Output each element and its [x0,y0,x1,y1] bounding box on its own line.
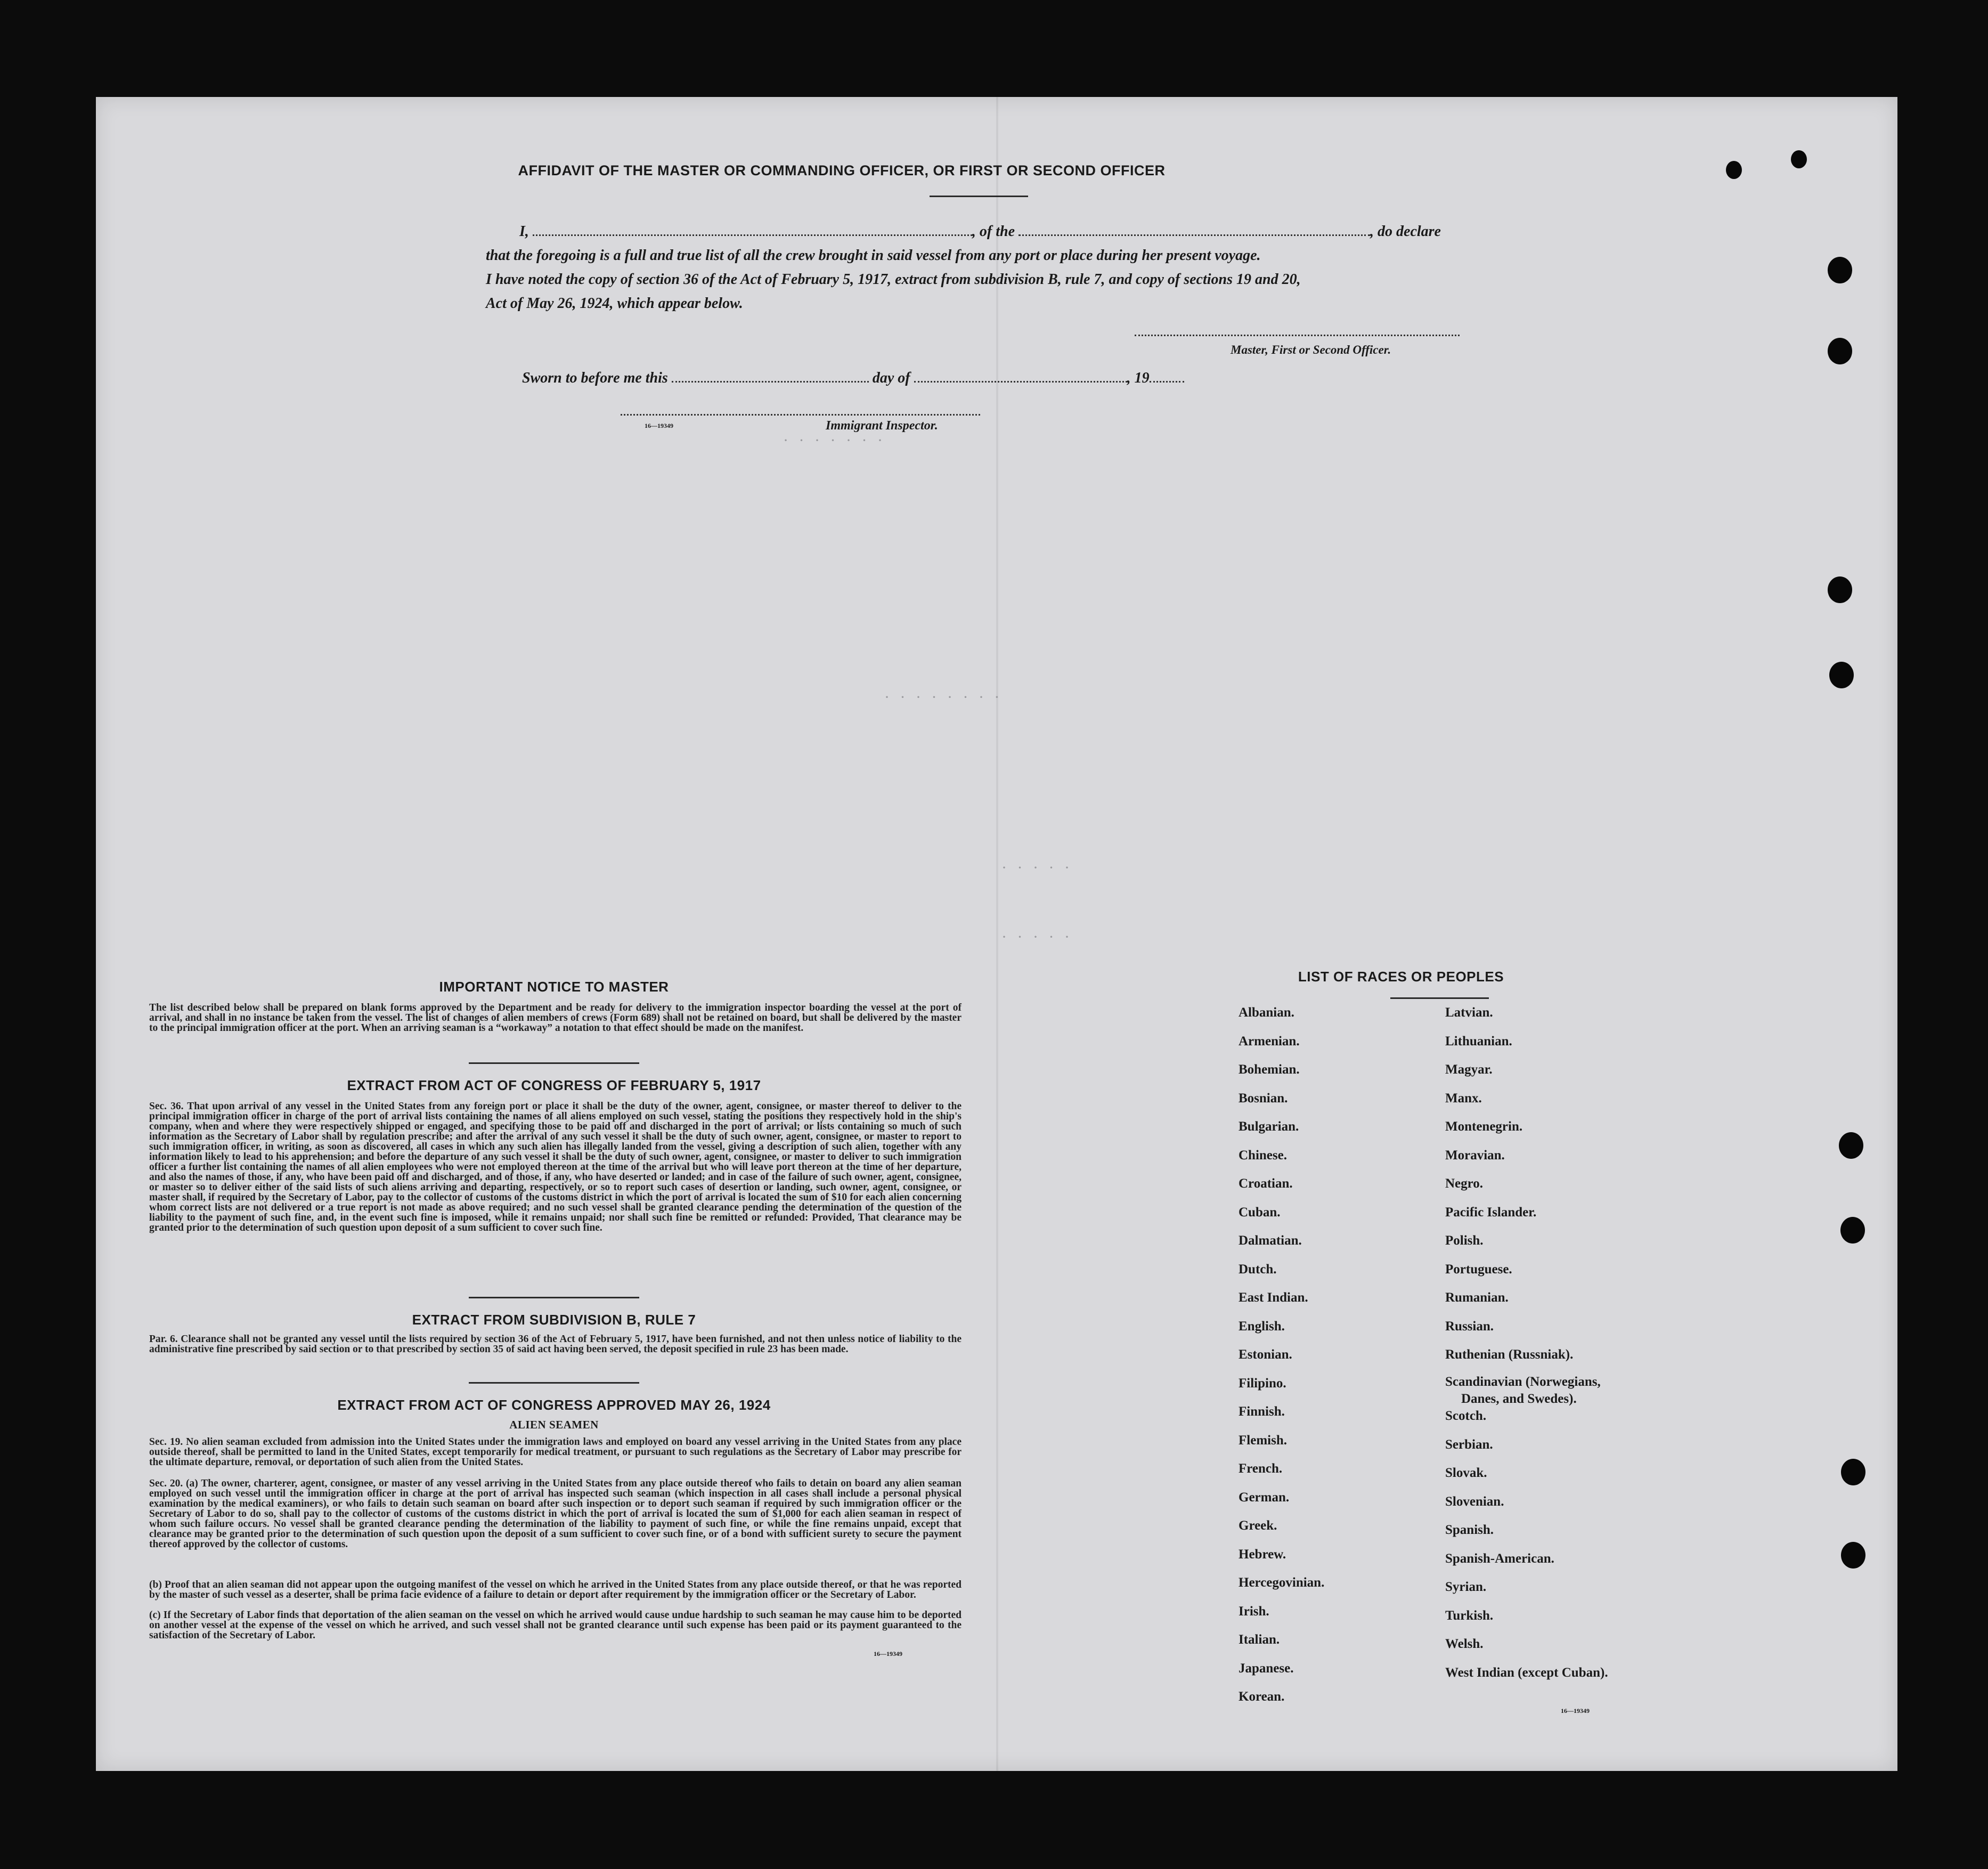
affidavit-line-1 [519,220,1585,243]
bleed-through-dots: · · · · · [1001,859,1073,876]
race-item: Estonian. [1239,1347,1292,1362]
extract-1917-text: Sec. 36. That upon arrival of any vessel in the United States from any foreign port or place it shall be the duty of the owner, agent, consignee, or master thereof to deliver to the principal immigration officer in charge of the port of arrival lists containing the names of all aliens employed on such vessel, stating the positions they respectively hold in the ship's company, when and where they were respectively shipped or engaged, and specifying those to be paid off and discharged in the port of arrival; or lists containing so much of such information as the Secretary of Labor shall by regulation prescribe; and after the arrival of any such vessel it shall be the duty of such owner, agent, consignee, or master to report to such immigration officer, in writing, as soon as discovered, all cases in which any such alien has illegally landed from the vessel, giving a description of such alien, together with any information likely to lead to his apprehension; and before the departure of any such vessel it shall be the duty of such owner, agent, consignee, or master to deliver to such immigration officer a further list containing the names of all alien employees who were not employed thereon at the time of the arrival but who will leave port thereon at the time of her departure, and also the names of those, if any, who have been paid off and discharged, and of those, if any, who have deserted or landed; and in case of the failure of such owner, agent, consignee, or master so to deliver either of the said lists of such aliens arriving and departing, respectively, or so to report such cases of desertion or landing, such owner, agent, consignee, or master shall, if required by the Secretary of Labor, pay to the collector of customs of the customs district in which the port of arrival is located the sum of $10 for each alien concerning whom correct lists are not delivered or a true report is not made as above required; and no such vessel shall be granted clearance pending the determination of the question of the liability to the payment of such fine, and, in the event such fine is imposed, while it remains unpaid; nor shall such fine be remitted or refunded: Provided, That clearance may be granted prior to the determination of such question upon deposit of a sum sufficient to cover such fine. [149,1101,962,1233]
punch-hole [1841,1459,1865,1485]
divider [930,196,1028,197]
notice-title: IMPORTANT NOTICE TO MASTER [439,979,669,995]
bleed-through-dots: · · · · · · · · [884,688,1003,706]
extract-1924-title: EXTRACT FROM ACT OF CONGRESS APPROVED MAY 26, 1924 [337,1397,771,1413]
race-item: West Indian (except Cuban). [1445,1665,1608,1680]
race-item: East Indian. [1239,1290,1308,1305]
race-item: Armenian. [1239,1034,1300,1049]
race-item: Latvian. [1445,1005,1493,1020]
race-item: Magyar. [1445,1062,1493,1077]
affidavit-of-the: , of the [972,223,1015,240]
race-item: Filipino. [1239,1376,1286,1391]
punch-hole [1828,257,1852,283]
race-item: German. [1239,1490,1290,1505]
race-item: English. [1239,1319,1285,1334]
name-blank [533,223,972,236]
race-item-scandinavian: Scandinavian (Norwegians, [1445,1374,1601,1389]
race-item: Chinese. [1239,1148,1287,1163]
vessel-blank [1019,223,1370,236]
race-item: Manx. [1445,1091,1482,1106]
affidavit-line-2: that the foregoing is a full and true list of all the crew brought in said vessel from any port or place during her present voyage. [486,247,1261,264]
race-item-scandinavian-cont: Danes, and Swedes). [1461,1391,1577,1406]
races-form-number: 16—19349 [1561,1707,1590,1714]
race-item: Slovak. [1445,1466,1487,1480]
race-item: Dalmatian. [1239,1233,1302,1248]
race-item: Finnish. [1239,1404,1285,1419]
sec-20a-text: Sec. 20. (a) The owner, charterer, agent, consignee, or master of any vessel arriving in the United States from any place outside thereof who fails to detain on board any alien seaman employed on such vessel until the immigration officer in charge at the port of arrival has inspected such seaman (which inspection in all cases shall include a personal physical examination by the medical examiners), or who fails to detain such seaman on board after such inspection or to deport such seaman if required by such immigration officer or the Secretary of Labor to do so, shall pay to the collector of customs of the customs district in which the port of arrival is located the sum of $1,000 for each alien seaman in respect of whom such failure occurs. No vessel shall be granted clearance pending the determination of the liability to payment of such fine, or while the fine remains unpaid, except that clearance may be granted prior to the determination of such question upon the deposit of a sum sufficient to cover such fine, or of a bond with sufficient surety to secure the payment thereof approved by the collector of customs. [149,1478,962,1550]
race-item: Dutch. [1239,1262,1277,1277]
race-item: Bulgarian. [1239,1119,1299,1134]
race-item: Negro. [1445,1176,1484,1191]
sec-20b-text: (b) Proof that an alien seaman did not appear upon the outgoing manifest of the vessel on which he arrived in the United States from any place outside thereof, or that he was reported by the master of such vessel as a deserter, shall be prima facie evidence of a failure to detain or deport after requirement by the immigration officer or the Secretary of Labor. [149,1579,962,1600]
sworn-day-blank [672,369,869,383]
race-item: Japanese. [1239,1661,1294,1676]
race-item: Polish. [1445,1233,1484,1248]
divider [469,1382,639,1384]
sec-20c-text: (c) If the Secretary of Labor finds that deportation of the alien seaman on the vessel on which he arrived would cause undue hardship to such seaman he may cause him to be deported on another vessel at the expense of the vessel on which he arrived, and such vessel shall not be granted clearance until such expense has been paid or its payment guaranteed to the satisfaction of the Secretary of Labor. [149,1610,962,1641]
affidavit-i: I, [519,223,529,240]
affidavit-form-number: 16—19349 [645,422,673,429]
sworn-year: , 19 [1127,370,1150,386]
signature-label: Master, First or Second Officer. [1231,343,1391,356]
inspector-label: Immigrant Inspector. [826,419,938,433]
sworn-prefix: Sworn to before me this [522,370,668,386]
race-item: Spanish. [1445,1523,1494,1537]
race-item: Syrian. [1445,1580,1487,1594]
affidavit-title: AFFIDAVIT OF THE MASTER OR COMMANDING OFFICER, OR FIRST OR SECOND OFFICER [518,162,1166,178]
race-item: Hebrew. [1239,1547,1286,1562]
punch-hole [1828,576,1852,603]
race-item: Spanish-American. [1445,1551,1554,1566]
race-item: Flemish. [1239,1433,1287,1448]
bleed-through-dots: · · · · · · · [783,432,886,449]
center-fold [996,97,998,1771]
race-item: Portuguese. [1445,1262,1512,1277]
affidavit-declare: , do declare [1370,223,1441,240]
race-item: Greek. [1239,1518,1277,1533]
punch-hole [1726,161,1742,179]
race-item: Bosnian. [1239,1091,1288,1106]
race-item: Cuban. [1239,1205,1281,1220]
extract-rule7-title: EXTRACT FROM SUBDIVISION B, RULE 7 [412,1312,696,1328]
sec-19-text: Sec. 19. No alien seaman excluded from admission into the United States under the immigration laws and employed on board any vessel arriving in the United States from any place outside thereof, shall be permitted to land in the United States, except temporarily for medical treatment, or pursuant to such regulations as the Secretary of Labor may prescribe for the ultimate departure, removal, or deportation of such alien from the United States. [149,1436,962,1468]
race-item: Korean. [1239,1689,1285,1704]
document-sheet [96,97,1897,1771]
punch-hole [1829,662,1854,688]
race-item: Irish. [1239,1604,1269,1619]
extract-1924-subtitle: ALIEN SEAMEN [509,1418,599,1431]
sworn-year-blank [1150,369,1184,383]
race-item: Welsh. [1445,1637,1484,1651]
races-left-column [1239,998,1324,1711]
race-item: Moravian. [1445,1148,1505,1163]
divider [469,1062,639,1064]
punch-hole [1828,338,1852,364]
race-item: Albanian. [1239,1005,1294,1020]
affidavit-line-3: I have noted the copy of section 36 of the Act of February 5, 1917, extract from subdivision B, rule 7, and copy of sections 19 and 20, [486,271,1301,288]
notice-text: The list described below shall be prepared on blank forms approved by the Department and be ready for delivery to the immigration inspector boarding the vessel at the port of arrival, and shall in no instance be taken from the vessel. The list of changes of alien members of crews (Form 689) shall not be retained on board, but shall be delivered by the master to the principal immigration officer at the port. When an arriving seaman is a “workaway” a notation to that effect should be made on the manifest. [149,1002,962,1034]
sworn-month-blank [914,369,1127,383]
race-item: Ruthenian (Russniak). [1445,1347,1574,1362]
race-item: Slovenian. [1445,1494,1504,1509]
punch-hole [1841,1542,1865,1569]
punch-hole [1791,150,1807,168]
race-item: Bohemian. [1239,1062,1300,1077]
race-item: Turkish. [1445,1608,1494,1623]
race-item: Hercegovinian. [1239,1575,1325,1590]
affidavit-line-4: Act of May 26, 1924, which appear below. [486,295,743,312]
extract-form-number: 16—19349 [874,1650,902,1657]
extract-1917-title: EXTRACT FROM ACT OF CONGRESS OF FEBRUARY 5, 1917 [347,1077,761,1093]
signature-line [1135,335,1460,336]
race-item: Croatian. [1239,1176,1293,1191]
bleed-through-dots: · · · · · [1001,928,1073,946]
race-item: Rumanian. [1445,1290,1509,1305]
punch-hole [1840,1217,1865,1244]
sworn-day-of: day of [872,370,910,386]
race-item [1445,1374,1608,1406]
race-item: Scotch. [1445,1409,1487,1423]
divider [469,1297,639,1298]
races-right-column [1445,998,1608,1687]
punch-hole [1839,1132,1863,1159]
race-item: Lithuanian. [1445,1034,1512,1049]
races-title: LIST OF RACES OR PEOPLES [1298,969,1504,985]
race-item: Serbian. [1445,1437,1493,1452]
race-item: Italian. [1239,1632,1280,1647]
sworn-line [522,366,1184,390]
race-item: Montenegrin. [1445,1119,1523,1134]
race-item: French. [1239,1461,1283,1476]
race-item: Russian. [1445,1319,1494,1334]
extract-rule7-text: Par. 6. Clearance shall not be granted any vessel until the lists required by section 36 of the Act of February 5, 1917, have been furnished, and not then unless notice of liability to the administrative fine prescribed by said section or to that prescribed by section 35 of said act having been served, the deposit specified in rule 23 has been made. [149,1334,962,1355]
race-item: Pacific Islander. [1445,1205,1537,1220]
